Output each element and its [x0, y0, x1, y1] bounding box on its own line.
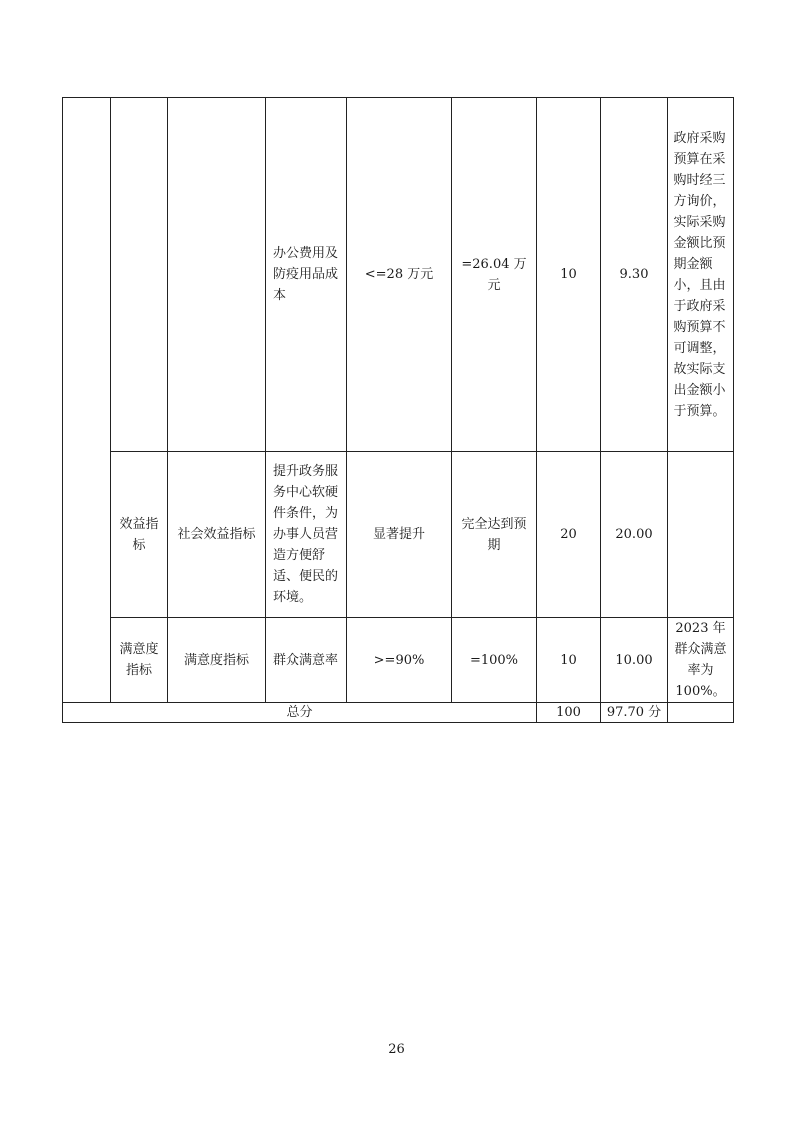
cell-score: 10.00: [601, 618, 668, 703]
level1-text: 效益指标: [119, 516, 159, 553]
cell-level1-blank: [111, 98, 168, 452]
note-text: 2023 年群众满意率为 100%。: [674, 621, 727, 699]
actual-text: 完全达到预期: [461, 516, 527, 553]
cell-note: [668, 98, 734, 452]
cell-total-label: 总分: [63, 703, 537, 723]
indicator-text: 办公费用及防疫用品成本: [273, 246, 339, 303]
table-row-cost: [63, 98, 734, 452]
cell-level1: [111, 618, 168, 703]
cell-level1: [111, 452, 168, 618]
cell-target: 显著提升: [347, 452, 452, 618]
cell-indicator: [266, 452, 347, 618]
indicator-text: 群众满意率: [273, 652, 339, 668]
cell-score: 9.30: [601, 98, 668, 452]
cell-target: >=90%: [347, 618, 452, 703]
table-row-satisfaction: [63, 618, 734, 703]
cell-weight: 10: [537, 618, 601, 703]
level1-text: 满意度指标: [119, 642, 159, 678]
cell-weight: 20: [537, 452, 601, 618]
performance-table: [62, 97, 734, 723]
cell-note: [668, 618, 734, 703]
cell-total-weight: 100: [537, 703, 601, 723]
cell-total-note: [668, 703, 734, 723]
cell-indicator: [266, 618, 347, 703]
cell-weight: 10: [537, 98, 601, 452]
cell-actual: =26.04 万元: [452, 98, 537, 452]
cell-note: [668, 452, 734, 618]
note-text: 政府采购预算在采购时经三方询价，实际采购金额比预期金额小，且由于政府采购预算不可调整，故实际支出金额小于预算。: [673, 130, 726, 419]
cell-level2-blank: [168, 98, 266, 452]
cell-category-blank: [63, 98, 111, 703]
cell-level2: 满意度指标: [168, 618, 266, 703]
cell-score: 20.00: [601, 452, 668, 618]
indicator-text: 提升政务服务中心软硬件条件，为办事人员营造方便舒适、便民的环境。: [273, 464, 339, 605]
table-row-total: [63, 703, 734, 723]
cell-total-score: 97.70 分: [601, 703, 668, 723]
cell-target: <=28 万元: [347, 98, 452, 452]
cell-level2: 社会效益指标: [168, 452, 266, 618]
page-number: 26: [388, 1042, 405, 1057]
table-row-benefit: [63, 452, 734, 618]
cell-actual: =100%: [452, 618, 537, 703]
cell-actual: [452, 452, 537, 618]
cell-indicator: [266, 98, 347, 452]
